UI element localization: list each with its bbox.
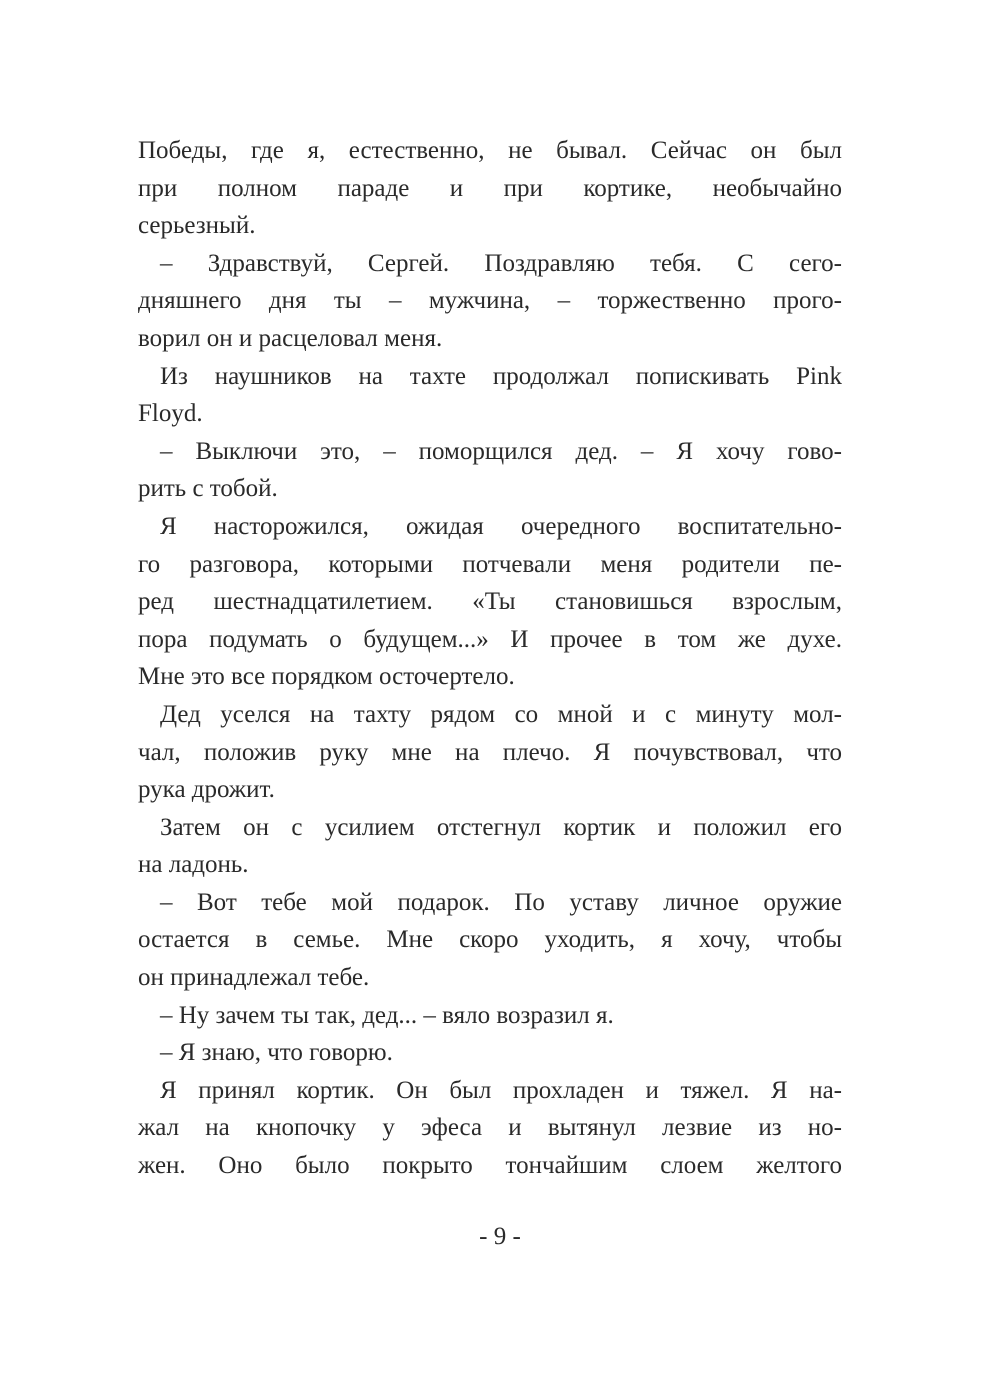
text-line: ворил он и расцеловал меня. xyxy=(138,324,443,352)
text-line: серьезный. xyxy=(138,212,256,240)
paragraph xyxy=(138,433,842,508)
text-line: Floyd. xyxy=(138,400,203,428)
text-line: Затем он с усилием отстегнул кортик и положил его xyxy=(160,813,842,841)
text-line: Я насторожился, ожидая очередного воспитательно- xyxy=(160,512,842,540)
text-line: рука дрожит. xyxy=(138,776,275,804)
text-line: – Вот тебе мой подарок. По уставу личное оружие xyxy=(160,888,842,916)
text-line: Дед уселся на тахту рядом со мной и с минуту мол- xyxy=(160,700,842,728)
text-line: на ладонь. xyxy=(138,851,249,879)
paragraph xyxy=(138,358,842,433)
paragraph xyxy=(138,245,842,358)
text-line: Из наушников на тахте продолжал попискивать Pink xyxy=(160,362,842,390)
text-line: жал на кнопочку у эфеса и вытянул лезвие из но- xyxy=(138,1114,842,1142)
text-line: рить с тобой. xyxy=(138,475,278,503)
paragraph xyxy=(138,508,842,696)
text-line: – Ну зачем ты так, дед... – вяло возразил я. xyxy=(160,1001,614,1029)
text-line: остается в семье. Мне скоро уходить, я хочу, чтобы xyxy=(138,926,842,954)
text-line: го разговора, которыми потчевали меня родители пе- xyxy=(138,550,842,578)
text-line: Я принял кортик. Он был прохладен и тяжел. Я на- xyxy=(160,1076,842,1104)
paragraph xyxy=(138,997,842,1035)
text-line: дняшнего дня ты – мужчина, – торжественно прого- xyxy=(138,287,842,315)
text-line: он принадлежал тебе. xyxy=(138,964,370,992)
paragraph xyxy=(138,1072,842,1185)
text-line: – Я знаю, что говорю. xyxy=(160,1039,393,1067)
paragraph xyxy=(138,884,842,997)
paragraph xyxy=(138,132,842,245)
text-line: Мне это все порядком осточертело. xyxy=(138,663,515,691)
paragraph xyxy=(138,1034,842,1072)
text-line: – Выключи это, – поморщился дед. – Я хочу гово- xyxy=(160,437,842,465)
text-line: пора подумать о будущем...» И прочее в том же духе. xyxy=(138,625,842,653)
text-line: при полном параде и при кортике, необычайно xyxy=(138,174,842,202)
text-line: чал, положив руку мне на плечо. Я почувствовал, что xyxy=(138,738,842,766)
paragraph xyxy=(138,809,842,884)
text-line: жен. Оно было покрыто тончайшим слоем желтого xyxy=(138,1152,842,1180)
text-line: Победы, где я, естественно, не бывал. Сейчас он был xyxy=(138,137,842,164)
text-line: ред шестнадцатилетием. «Ты становишься взрослым, xyxy=(138,588,842,616)
page-number: - 9 - xyxy=(479,1223,521,1250)
text-line: – Здравствуй, Сергей. Поздравляю тебя. С сего- xyxy=(160,249,842,277)
paragraph xyxy=(138,696,842,809)
page-body-text xyxy=(138,132,842,1185)
